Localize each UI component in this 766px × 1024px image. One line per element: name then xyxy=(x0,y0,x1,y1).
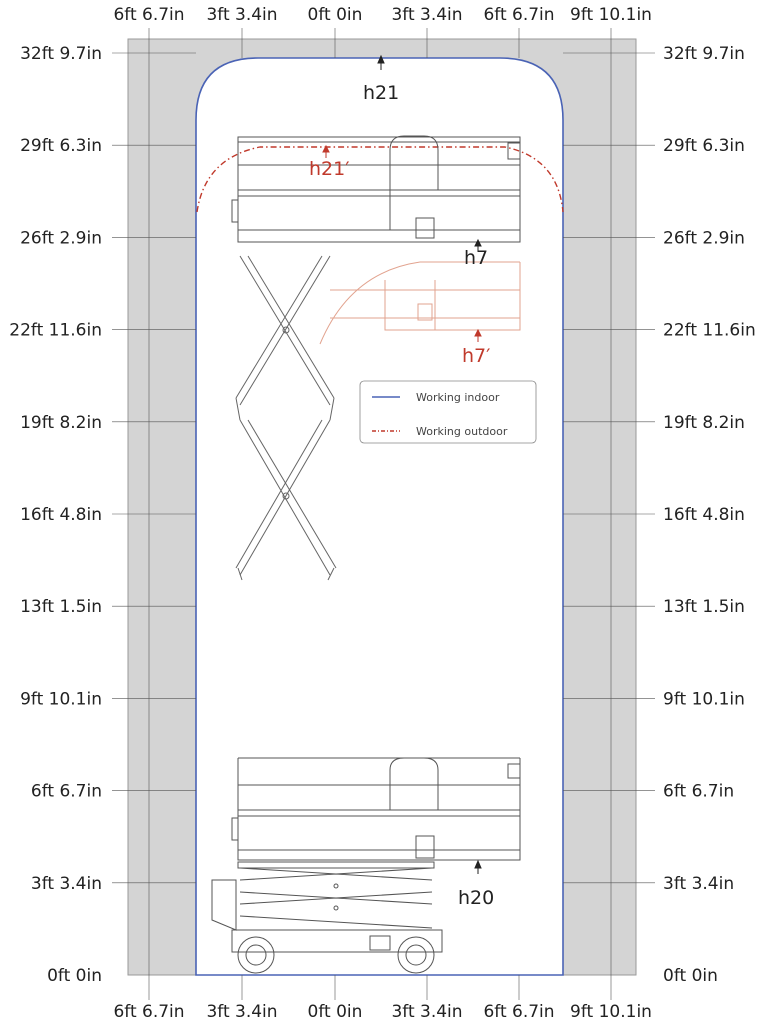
y-tick-label: 19ft 8.2in xyxy=(20,412,102,433)
y-tick-label: 13ft 1.5in xyxy=(20,597,102,618)
y-tick-label: 3ft 3.4in xyxy=(663,873,735,894)
label-h21: h21 xyxy=(363,82,400,104)
y-axis-left xyxy=(9,44,102,986)
y-tick-label: 9ft 10.1in xyxy=(20,689,102,710)
label-h21-prime: h21′ xyxy=(309,158,350,180)
x-tick-label: 0ft 0in xyxy=(307,5,363,25)
y-tick-label: 6ft 6.7in xyxy=(663,781,735,802)
legend xyxy=(360,381,536,443)
legend-outdoor-label: Working outdoor xyxy=(416,425,508,438)
x-tick-label: 3ft 3.4in xyxy=(206,5,278,25)
y-tick-label: 22ft 11.6in xyxy=(9,320,102,341)
x-tick-label: 6ft 6.7in xyxy=(113,5,185,25)
x-tick-label: 9ft 10.1in xyxy=(570,5,652,25)
x-tick-label: 3ft 3.4in xyxy=(391,1002,463,1022)
y-tick-label: 32ft 9.7in xyxy=(663,44,745,64)
y-tick-label: 26ft 2.9in xyxy=(663,228,745,249)
y-tick-label: 26ft 2.9in xyxy=(20,228,102,249)
label-h7-prime: h7′ xyxy=(462,345,491,367)
y-tick-label: 29ft 6.3in xyxy=(663,136,745,157)
label-h7: h7 xyxy=(464,247,489,269)
label-h20: h20 xyxy=(458,887,495,909)
x-tick-label: 3ft 3.4in xyxy=(391,5,463,25)
y-tick-label: 19ft 8.2in xyxy=(663,412,745,433)
y-tick-label: 0ft 0in xyxy=(47,966,102,986)
y-tick-label: 32ft 9.7in xyxy=(20,44,102,64)
x-tick-label: 6ft 6.7in xyxy=(483,1002,555,1022)
x-tick-label: 6ft 6.7in xyxy=(113,1002,185,1022)
x-axis-top xyxy=(113,5,652,25)
y-tick-label: 0ft 0in xyxy=(663,966,718,986)
x-tick-label: 6ft 6.7in xyxy=(483,5,555,25)
y-tick-label: 16ft 4.8in xyxy=(663,505,745,525)
x-axis-bottom xyxy=(113,1002,652,1022)
y-tick-label: 16ft 4.8in xyxy=(20,505,102,525)
y-tick-label: 22ft 11.6in xyxy=(663,320,756,341)
y-tick-label: 9ft 10.1in xyxy=(663,689,745,710)
y-axis-right xyxy=(663,44,756,986)
x-tick-label: 3ft 3.4in xyxy=(206,1002,278,1022)
y-tick-label: 13ft 1.5in xyxy=(663,597,745,618)
legend-indoor-label: Working indoor xyxy=(416,391,500,404)
y-tick-label: 29ft 6.3in xyxy=(20,136,102,157)
y-tick-label: 6ft 6.7in xyxy=(30,781,102,802)
x-tick-label: 0ft 0in xyxy=(307,1002,363,1022)
y-tick-label: 3ft 3.4in xyxy=(30,873,102,894)
x-tick-label: 9ft 10.1in xyxy=(570,1002,652,1022)
